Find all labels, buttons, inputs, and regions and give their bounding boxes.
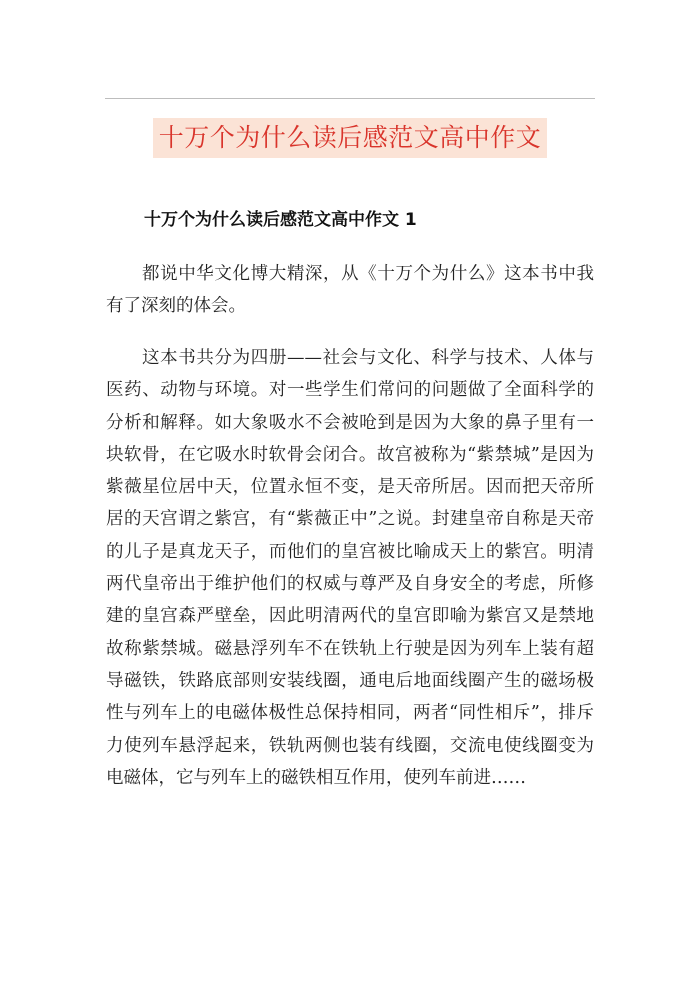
section-heading: 十万个为什么读后感范文高中作文 1 (144, 210, 417, 230)
document-title: 十万个为什么读后感范文高中作文 (153, 118, 548, 158)
body-paragraph-2: 这本书共分为四册——社会与文化、科学与技术、人体与医药、动物与环境。对一些学生们常问的问题做了全面科学的分析和解释。如大象吸水不会被呛到是因为大象的鼻子里有一块软骨，在它吸水时软骨会闭合。故宫被称为“紫禁城”是因为紫薇星位居中天，位置永恒不变，是天帝所居。因而把天帝所居的天宫谓之紫宫，有“紫薇正中”之说。封建皇帝自称是天帝的儿子是真龙天子，而他们的皇宫被比喻成天上的紫宫。明清两代皇帝出于维护他们的权威与尊严及自身安全的考虑，所修建的皇宫森严壁垒，因此明清两代的皇宫即喻为紫宫又是禁地故称紫禁城。磁悬浮列车不在铁轨上行驶是因为列车上装有超导磁铁，铁路底部则安装线圈，通电后地面线圈产生的磁场极性与列车上的电磁体极性总保持相同，两者“同性相斥”，排斥力使列车悬浮起来，铁轨两侧也装有线圈，交流电使线圈变为电磁体，它与列车上的磁铁相互作用，使列车前进…… (106, 348, 594, 788)
title-container (0, 118, 700, 158)
body-paragraph-1: 都说中华文化博大精深，从《十万个为什么》这本书中我有了深刻的体会。 (106, 264, 594, 317)
header-divider (105, 98, 595, 99)
